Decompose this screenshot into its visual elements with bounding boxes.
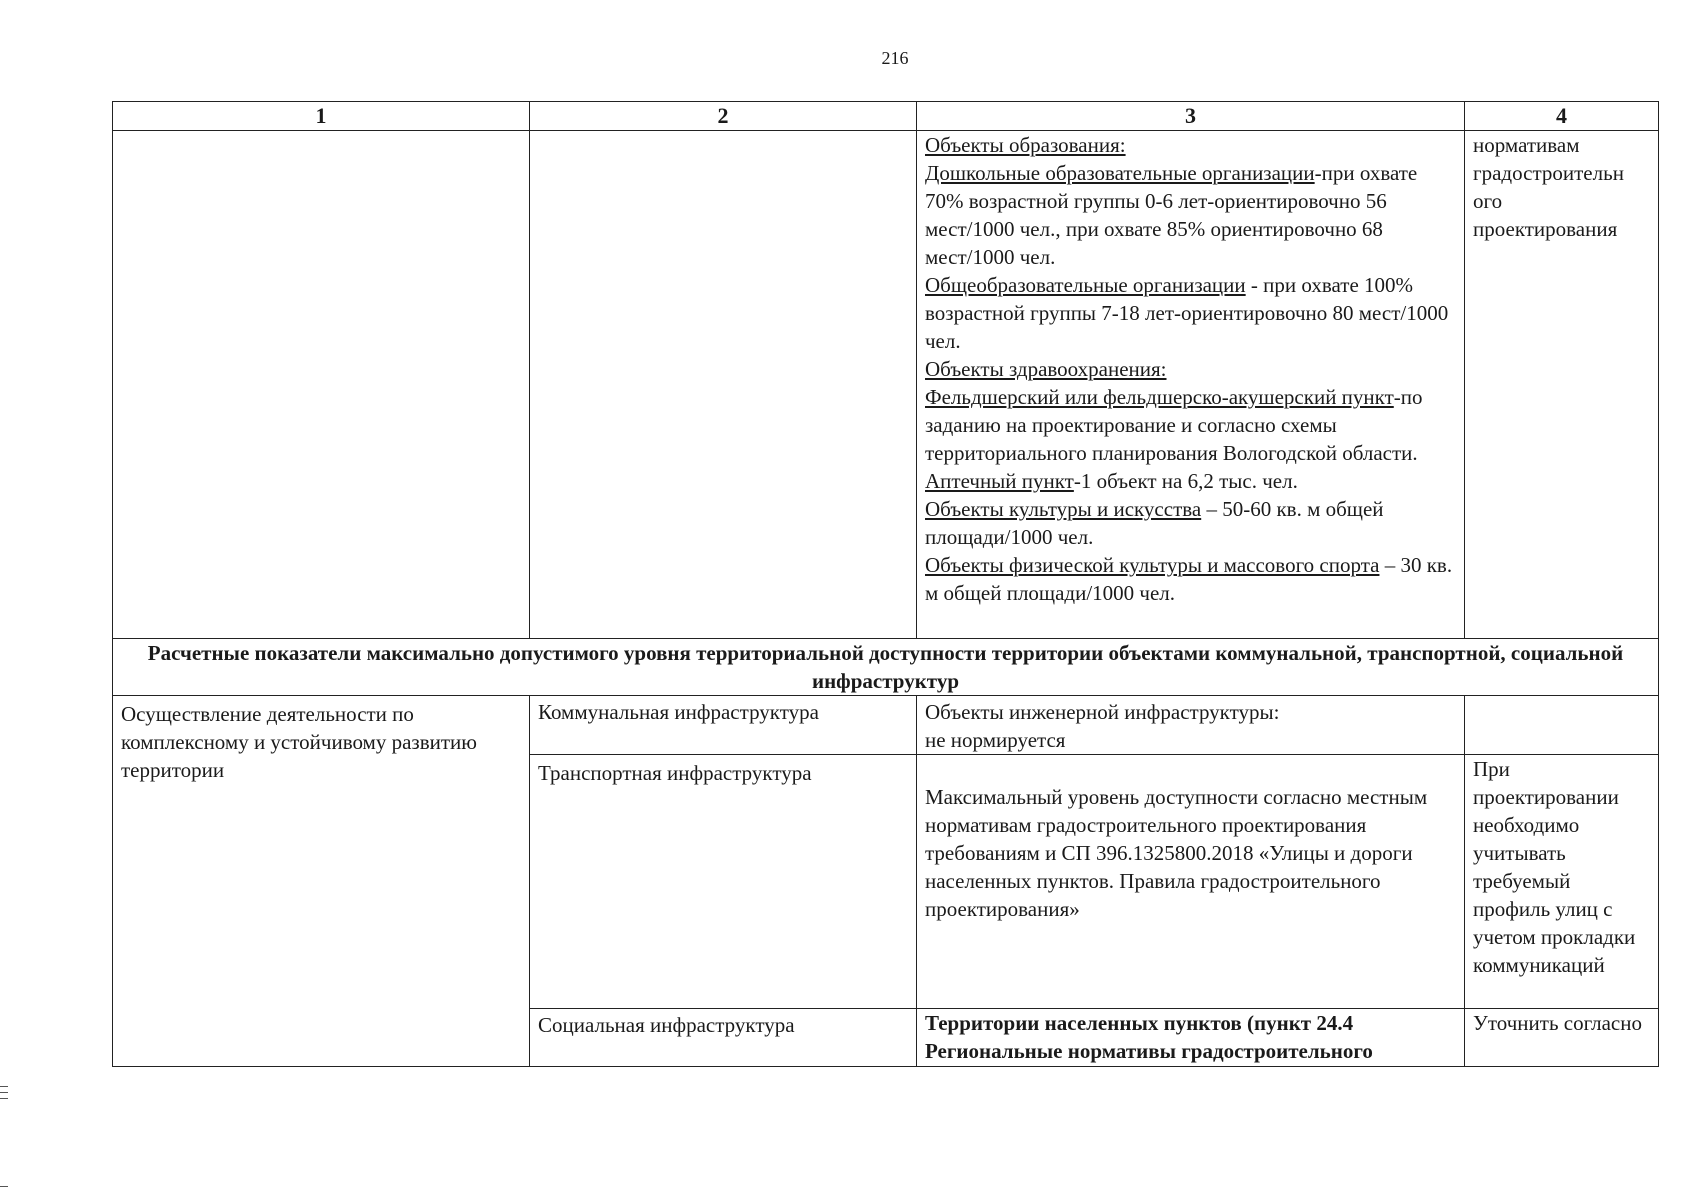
table-row bbox=[113, 131, 1659, 639]
section-title: Расчетные показатели максимально допустимого уровня территориальной доступности территории объектами коммунальной, транспортной, социальной инфраструктур bbox=[113, 639, 1659, 696]
scan-edge-mark bbox=[0, 1186, 8, 1187]
cell-text: Аптечный пункт bbox=[925, 469, 1074, 493]
norm-cell: Максимальный уровень доступности согласно местным нормативам градостроительного проектирования требованиям и СП 396.1325800.2018 «Улицы и дороги населенных пунктов. Правила градостроительного проектирования» bbox=[917, 755, 1465, 1009]
empty-cell bbox=[530, 131, 917, 639]
column-header-3: 3 bbox=[917, 102, 1465, 131]
infrastructure-type-cell: Коммунальная инфраструктура bbox=[530, 696, 917, 755]
cell-text: Фельдшерский или фельдшерско-акушерский пункт bbox=[925, 385, 1394, 409]
norms-table bbox=[112, 101, 1659, 1067]
cell-text: Объекты культуры и искусства bbox=[925, 497, 1202, 521]
note-cell bbox=[1465, 1009, 1659, 1067]
scan-edge-mark bbox=[0, 1086, 8, 1087]
infrastructure-type-cell: Транспортная инфраструктура bbox=[530, 755, 917, 1009]
page-number: 216 bbox=[881, 48, 909, 68]
norm-cell bbox=[917, 696, 1465, 755]
cell-text: Объекты инженерной инфраструктуры: bbox=[925, 700, 1280, 724]
scan-edge-mark bbox=[0, 1098, 8, 1099]
cell-text: -при охвате 70% возрастной группы 0-6 лет-ориентировочно 56 мест/1000 чел., при охвате 85% ориентировочно 68 мест/1000 чел. bbox=[925, 161, 1418, 269]
section-title-row bbox=[113, 639, 1659, 696]
education-health-norms-cell bbox=[917, 131, 1465, 639]
cell-text: Территории населенных пунктов (пункт 24.4 Региональные нормативы градостроительного bbox=[925, 1011, 1373, 1063]
column-header-2: 2 bbox=[530, 102, 917, 131]
cell-text: Объекты физической культуры и массового спорта bbox=[925, 553, 1380, 577]
norm-cell bbox=[917, 1009, 1465, 1067]
column-header-1: 1 bbox=[113, 102, 530, 131]
cell-text: – 50-60 кв. м общей площади/1000 чел. bbox=[925, 497, 1384, 549]
norms-note-cell: нормативам градостроительн ого проектирования bbox=[1465, 131, 1659, 639]
scan-edge-mark bbox=[0, 1092, 8, 1093]
cell-text: - при охвате 100% возрастной группы 7-18 лет-ориентировочно 80 мест/1000 чел. bbox=[925, 273, 1449, 353]
cell-text: Дошкольные образовательные организации bbox=[925, 161, 1315, 185]
activity-cell: Осуществление деятельности по комплексному и устойчивому развитию территории bbox=[113, 696, 530, 1067]
empty-cell bbox=[113, 131, 530, 639]
table-header-row bbox=[113, 102, 1659, 131]
column-header-4: 4 bbox=[1465, 102, 1659, 131]
cell-text: Объекты образования: bbox=[925, 133, 1126, 157]
note-cell: При проектировании необходимо учитывать требуемый профиль улиц с учетом прокладки коммуникаций bbox=[1465, 755, 1659, 1009]
cell-text: – 30 кв. м общей площади/1000 чел. bbox=[925, 553, 1453, 605]
cell-text: Уточнить согласно bbox=[1473, 1011, 1642, 1035]
cell-text: -по заданию на проектирование и согласно схемы территориального планирования Вологодской области. bbox=[925, 385, 1423, 465]
table-row bbox=[113, 696, 1659, 755]
note-cell bbox=[1465, 696, 1659, 755]
cell-text: -1 объект на 6,2 тыс. чел. bbox=[1073, 469, 1298, 493]
cell-text: Общеобразовательные организации bbox=[925, 273, 1246, 297]
cell-text: Объекты здравоохранения: bbox=[925, 357, 1167, 381]
cell-text: не нормируется bbox=[925, 728, 1066, 752]
infrastructure-type-cell: Социальная инфраструктура bbox=[530, 1009, 917, 1067]
